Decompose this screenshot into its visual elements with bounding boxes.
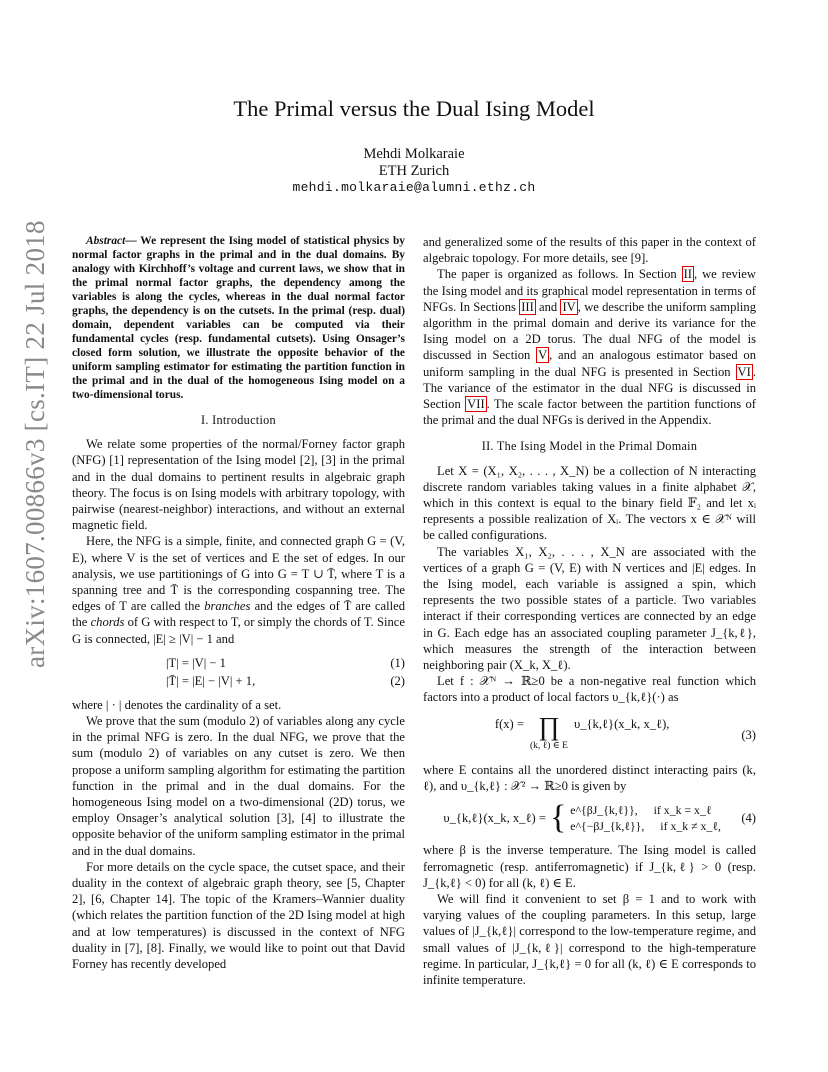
equation-1-number: (1): [390, 655, 405, 670]
case-unequal: [570, 818, 721, 834]
equation-3-lhs: f(x) =: [494, 716, 525, 731]
section-link-IV[interactable]: IV: [562, 299, 576, 314]
left-brace: {: [549, 799, 567, 837]
equation-2-body: |T̄| = |E| − |V| + 1,: [166, 673, 256, 688]
product-subscript: (k, ℓ) ∈ E: [530, 740, 568, 751]
equation-1: [72, 655, 405, 673]
paragraph-organization: [423, 266, 756, 428]
section-link-II[interactable]: II: [683, 267, 692, 282]
text-run: and: [535, 299, 561, 314]
text-run: The paper is organized as follows. In Section: [437, 267, 682, 282]
text-run: , and an analogous estimator based on uniform sampling in the dual NFG is presented in Section: [423, 348, 756, 379]
case-value: e^{βJ_{k,ℓ}},: [570, 803, 638, 818]
section-link-VII[interactable]: VII: [467, 397, 485, 412]
paragraph: and generalized some of the results of this paper in the context of algebraic topology. For more details, see [9].: [423, 235, 756, 266]
section-link-V[interactable]: V: [538, 348, 548, 363]
equation-3-body: [423, 711, 741, 754]
equation-2-number: (2): [390, 673, 405, 688]
equation-3-number: (3): [741, 727, 756, 742]
text-run: and the edges of T̄ are called the: [72, 599, 405, 630]
case-equal: [570, 802, 721, 818]
text-run: , we review the Ising model and its graphical model representation in terms of NFGs. In Sections: [423, 267, 756, 314]
product-operator: [530, 711, 568, 754]
case-condition: if x_k ≠ x_ℓ,: [660, 819, 721, 834]
equations-1-2: [72, 655, 405, 691]
product-symbol: ∏: [538, 711, 560, 741]
equation-4-lhs: υ_{k,ℓ}(x_k, x_ℓ) =: [443, 811, 546, 826]
paragraph: Let f : 𝒳ᴺ → ℝ≥0 be a non-negative real function which factors into a product of local factors υ_{k,ℓ}(·) as: [423, 674, 756, 705]
case-value: e^{−βJ_{k,ℓ}},: [570, 819, 645, 834]
equation-3-rhs: υ_{k,ℓ}(x_k, x_ℓ),: [573, 716, 670, 731]
author-name: Mehdi Molkaraie: [363, 146, 465, 162]
paragraph: where β is the inverse temperature. The Ising model is called ferromagnetic (resp. antiferromagnetic) if J_{k,ℓ} > 0 (resp. J_{k,ℓ} < 0) for all (k, ℓ) ∈ E.: [423, 843, 756, 890]
paragraph: where | · | denotes the cardinality of a set.: [72, 697, 282, 712]
paragraph: [72, 533, 405, 646]
equation-3: [423, 711, 756, 754]
paragraph: We relate some properties of the normal/Forney factor graph (NFG) [1] representation of the Ising model [2], [3] in the primal and in the dual domains to pertinent results in algebraic graph theory. The focus is on Ising models with arbitrary topology, with pairwise (nearest-neighbor) interactions, and without an external magnetic field.: [72, 437, 405, 533]
abstract-text: — We represent the Ising model of statistical physics by normal factor graphs in the primal and in the dual domains. By analogy with Kirchhoff’s voltage and current laws, we show that in the primal normal factor graphs, the dependency among the variables is along the cycles, whereas in the dual normal factor graphs, the dependency is on the cutsets. In the primal (resp. dual) domain, dependent variables can be computed via their fundamental cycles (resp. fundamental cutsets). Using Onsager’s closed form solution, we illustrate the opposite behavior of the uniform sampling estimator for estimating the partition function in the primal and in the dual of the homogeneous Ising model on a two-dimensional torus.: [72, 235, 405, 401]
paragraph: We will find it convenient to set β = 1 and to work with varying values of the coupling parameters. In this setup, large values of |J_{k,ℓ}| correspond to the low-temperature regime, and small values of |J_{k,ℓ}| correspond to the high-temperature regime. In particular, J_{k,ℓ} = 0 for all (k, ℓ) ∈ E corresponds to infinite temperature.: [423, 891, 756, 987]
text-run: . The scale factor between the partition functions of the primal and the dual NFGs is derived in the Appendix.: [423, 397, 756, 428]
right-column: [423, 234, 756, 988]
paragraph: For more details on the cycle space, the cutset space, and their duality in the context of algebraic graph theory, see [5, Chapter 2], [6, Chapter 14]. The topic of the Kramers–Wannier duality (which relates the partition function of the 2D Ising model at high and at low temperatures) is discussed in the context of NFG duality in [7], [8]. Finally, we would like to point out that David Forney has recently developed: [72, 859, 405, 972]
equation-1-body: |T| = |V| − 1: [166, 655, 226, 670]
paragraph: Let X = (X₁, X₂, . . . , X_N) be a collection of N interacting discrete random variables taking values in a finite alphabet 𝒳, which in this context is equal to the binary field 𝔽₂ and let xᵢ represents a possible realization of Xᵢ. The vectors x ∈ 𝒳ᴺ will be called configurations.: [423, 463, 756, 543]
section-link-VI[interactable]: VI: [737, 364, 751, 379]
section-heading-primal: II. The Ising Model in the Primal Domain: [481, 439, 698, 454]
author-affiliation: ETH Zurich: [378, 163, 450, 179]
left-column: [72, 234, 405, 972]
text-run: of G with respect to T, or simply the chords of T. Since G is connected, |E| ≥ |V| − 1 and: [72, 615, 405, 646]
paragraph: where E contains all the unordered distinct interacting pairs (k, ℓ), and υ_{k,ℓ} : 𝒳² → ℝ≥0 is given by: [423, 762, 756, 794]
equation-4-number: (4): [741, 811, 756, 826]
text-run: . The variance of the estimator in the dual NFG is discussed in Section: [423, 364, 756, 412]
term-chords: chords: [90, 615, 125, 630]
section-heading-introduction: I. Introduction: [201, 413, 276, 427]
equation-2: [72, 673, 405, 691]
equation-4: [423, 799, 756, 837]
section-link-III[interactable]: III: [521, 299, 534, 314]
term-branches: branches: [204, 599, 251, 614]
equation-4-cases: [570, 802, 721, 834]
abstract-lead: Abstract: [86, 235, 126, 247]
abstract: [72, 234, 405, 402]
text-run: Here, the NFG is a simple, finite, and connected graph G = (V, E), where V is the set of vertices and E the set of edges. In our analysis, we use partitionings of G into G = T ∪ T̄, where T is a spanning tree and T̄ is the corresponding cospanning tree. The edges of T are called the: [72, 534, 405, 614]
paper-title: The Primal versus the Dual Ising Model: [233, 96, 595, 121]
arxiv-stamp: arXiv:1607.00866v3 [cs.IT] 22 Jul 2018: [20, 220, 50, 668]
paragraph: The variables X₁, X₂, . . . , X_N are associated with the vertices of a graph G = (V, E) with N vertices and |E| edges. In the Ising model, each variable is assigned a spin, which represents the two possible states of a particle. Two variables interact if their corresponding vertices are connected by an edge in G. Each edge has an associated coupling parameter J_{k,ℓ}, which measures the strength of the interaction between neighboring pair (X_k, X_ℓ).: [423, 544, 756, 673]
author-email: mehdi.molkaraie@alumni.ethz.ch: [292, 180, 536, 195]
equation-4-body: [423, 799, 741, 837]
case-condition: if x_k = x_ℓ: [653, 803, 712, 818]
paragraph: We prove that the sum (modulo 2) of variables along any cycle in the primal NFG is zero. In the dual NFG, we prove that the sum (modulo 2) of variables on any cutset is zero. We then propose a uniform sampling algorithm for estimating the partition function in the primal and in the dual domains. For the homogeneous Ising model on a two-dimensional (2D) torus, we employ Onsager’s analytical solution [3], [4] to illustrate the opposite behavior of the uniform sampling estimator in the primal and in the dual domains.: [72, 714, 405, 858]
text-run: , we describe the uniform sampling algorithm in the primal domain and derive its variance for the Ising model on a 2D torus. The dual NFG of the model is discussed in Section: [423, 299, 756, 363]
